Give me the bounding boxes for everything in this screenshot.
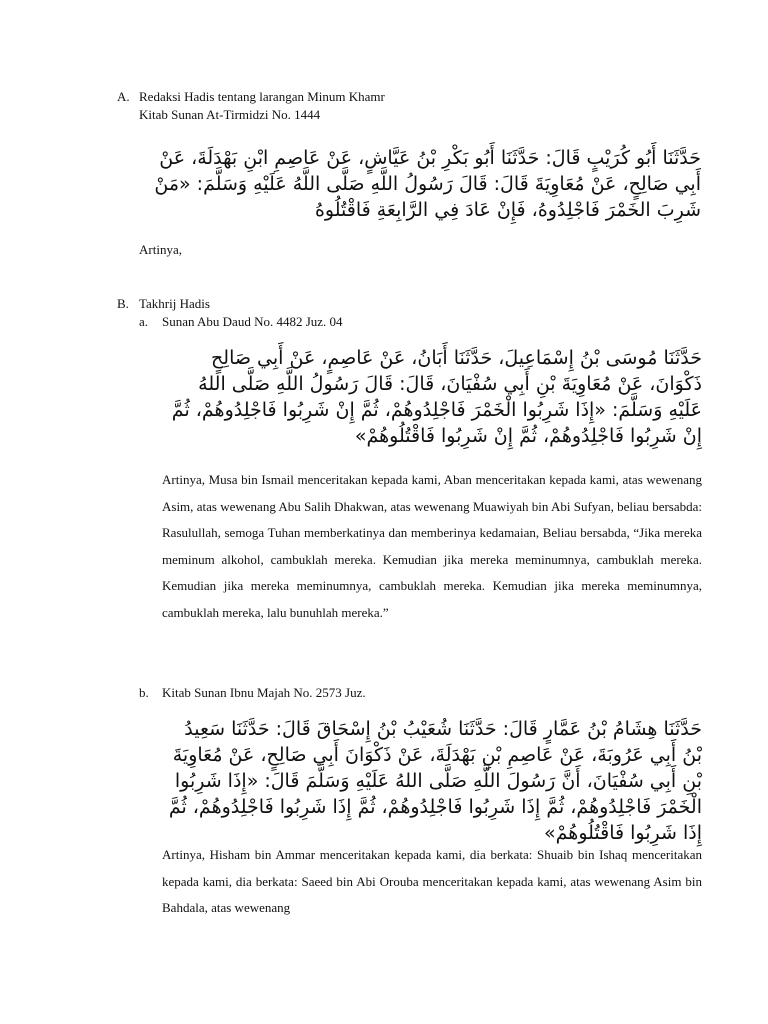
section-b-marker: B.	[117, 296, 129, 311]
section-b-title: Takhrij Hadis	[139, 296, 210, 311]
item-b-translation: Artinya, Hisham bin Ammar menceritakan kepada kami, dia berkata: Shuaib bin Ishaq menceritakan kepada kami, dia berkata: Saeed bin Abi Orouba menceritakan kepada kami, atas wewenang Asim bin Bahdala, atas wewenang	[162, 847, 702, 915]
section-a-arabic-text: حَدَّثَنَا أَبُو كُرَيْبٍ قَالَ: حَدَّثَنَا أَبُو بَكْرِ بْنُ عَيَّاشٍ، عَنْ عَاصِمِ ابْنِ بَهْدَلَةَ، عَنْ أَبِي صَالِحٍ، عَنْ مُعَاوِيَةَ قَالَ: قَالَ رَسُولُ اللَّهِ صَلَّى اللَّهُ عَلَيْهِ وَسَلَّمَ: «مَنْ شَرِبَ الخَمْرَ فَاجْلِدُوهُ، فَإِنْ عَادَ فِي الرَّابِعَةِ فَاقْتُلُوهُ	[154, 147, 701, 221]
section-a-title: Redaksi Hadis tentang larangan Minum Khamr	[139, 89, 385, 104]
item-a-translation: Artinya, Musa bin Ismail menceritakan kepada kami, Aban menceritakan kepada kami, atas wewenang Asim, atas wewenang Abu Salih Dhakwan, atas wewenang Muawiyah bin Abi Sufyan, beliau bersabda: Rasulullah, semoga Tuhan memberkatinya dan memberinya kedamaian, Beliau bersabda, “Jika mereka meminum alkohol, cambuklah mereka. Kemudian jika mereka meminumnya, cambuklah mereka. Kemudian jika mereka meminumnya, cambuklah mereka. Kemudian jika mereka meminumnya, cambuklah mereka, lalu bunuhlah mereka.”	[162, 472, 702, 620]
section-a-marker: A.	[117, 89, 130, 104]
item-b-marker: b.	[139, 685, 149, 700]
section-a-artinya: Artinya,	[139, 242, 182, 257]
item-a-marker: a.	[139, 314, 149, 329]
item-a-arabic-text: حَدَّثَنَا مُوسَى بْنُ إِسْمَاعِيلَ، حَدَّثَنَا أَبَانُ، عَنْ عَاصِمٍ، عَنْ أَبِي صَالِحٍ ذَكْوَانَ، عَنْ مُعَاوِيَةَ بْنِ أَبِي سُفْيَانَ، قَالَ: قَالَ رَسُولُ اللَّهِ صَلَّى اللهُ عَلَيْهِ وَسَلَّمَ: «إِذَا شَرِبُوا الْخَمْرَ فَاجْلِدُوهُمْ، ثُمَّ إِنْ شَرِبُوا فَاجْلِدُوهُمْ، ثُمَّ إِنْ شَرِبُوا فَاجْلِدُوهُمْ، ثُمَّ إِنْ شَرِبُوا فَاقْتُلُوهُمْ»	[171, 347, 702, 447]
item-b-arabic-text: حَدَّثَنَا هِشَامُ بْنُ عَمَّارٍ قَالَ: حَدَّثَنَا شُعَيْبُ بْنُ إِسْحَاقَ قَالَ: حَدَّثَنَا سَعِيدُ بْنُ أَبِي عَرُوبَةَ، عَنْ عَاصِمِ بْنِ بَهْدَلَةَ، عَنْ ذَكْوَانَ أَبِي صَالِحٍ، عَنْ مُعَاوِيَةَ بْنِ أَبِي سُفْيَانَ، أَنَّ رَسُولَ اللَّهِ صَلَّى اللهُ عَلَيْهِ وَسَلَّمَ قَالَ: «إِذَا شَرِبُوا الْخَمْرَ فَاجْلِدُوهُمْ، ثُمَّ إِذَا شَرِبُوا فَاجْلِدُوهُمْ، ثُمَّ إِذَا شَرِبُوا فَاجْلِدُوهُمْ، ثُمَّ إِذَا شَرِبُوا فَاقْتُلُوهُمْ»	[168, 718, 702, 844]
section-a-subtitle: Kitab Sunan At-Tirmidzi No. 1444	[139, 107, 321, 122]
item-b-title: Kitab Sunan Ibnu Majah No. 2573 Juz.	[162, 685, 366, 700]
item-a-title: Sunan Abu Daud No. 4482 Juz. 04	[162, 314, 343, 329]
